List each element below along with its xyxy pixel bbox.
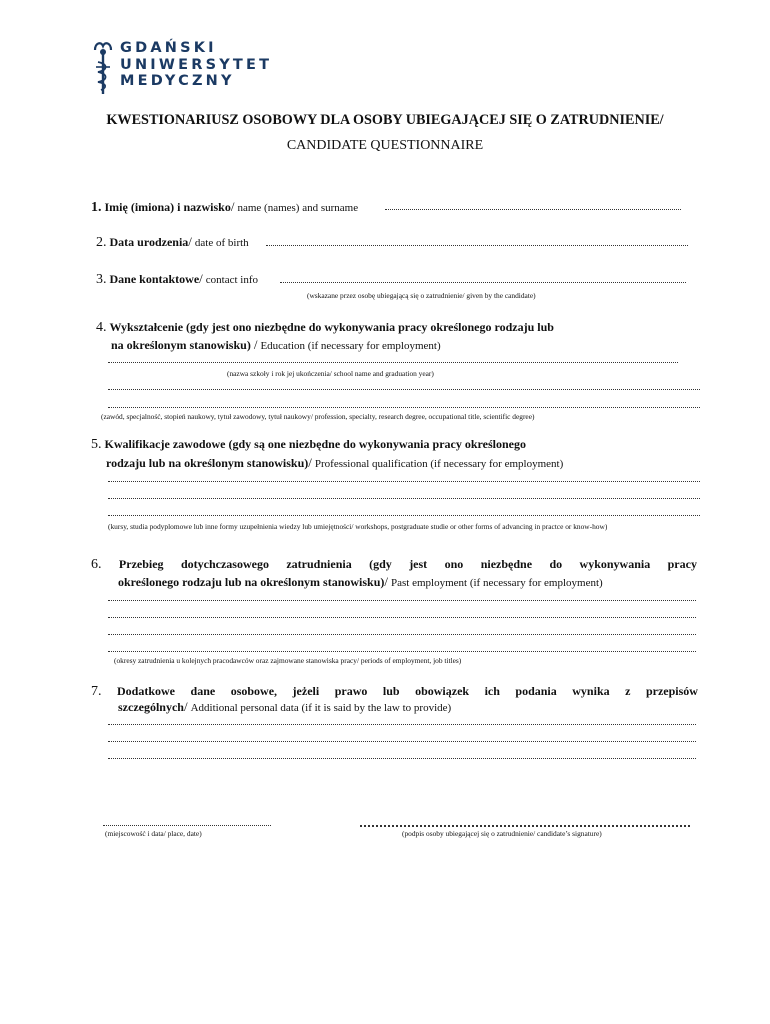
- q5-qualification-field-2[interactable]: [108, 498, 700, 499]
- document-subtitle: CANDIDATE QUESTIONNAIRE: [286, 138, 484, 153]
- logo-line-3: MEDYCZNY: [120, 73, 235, 89]
- q7-additional-field-2[interactable]: [108, 741, 696, 742]
- q1-name-field[interactable]: [385, 209, 681, 210]
- q4-note-school: (nazwa szkoły i rok jej ukończenia/ school name and graduation year): [227, 369, 434, 378]
- q6-employment-field-1[interactable]: [108, 600, 696, 601]
- q7-additional-field-1[interactable]: [108, 724, 696, 725]
- logo-line-1: GDAŃSKI: [120, 40, 217, 56]
- q5-qualification-field-1[interactable]: [108, 481, 700, 482]
- logo-wordmark: [120, 40, 272, 90]
- q3-note: (wskazane przez osobę ubiegającą się o zatrudnienie/ given by the candidate): [307, 291, 536, 300]
- q4-education-field-1[interactable]: [108, 389, 700, 390]
- q5-label-line1: 5. Kwalifikacje zawodowe (gdy są one niezbędne do wykonywania pracy określonego: [91, 437, 526, 452]
- q1-label: 1. Imię (imiona) i nazwisko/ name (names) and surname: [91, 199, 359, 215]
- q2-label: 2. Data urodzenia/ date of birth: [96, 234, 249, 250]
- q4-label-line1: 4. Wykształcenie (gdy jest ono niezbędne do wykonywania pracy określonego rodzaju lub: [96, 320, 554, 335]
- place-date-note: (miejscowość i data/ place, date): [105, 829, 202, 838]
- signature-note: (podpis osoby ubiegającej się o zatrudnienie/ candidate’s signature): [402, 829, 602, 838]
- q6-employment-field-2[interactable]: [108, 617, 696, 618]
- q6-label-line2: określonego rodzaju lub na określonym stanowisku)/ Past employment (if necessary for employment): [118, 574, 603, 589]
- q5-qualification-field-3[interactable]: [108, 515, 700, 516]
- university-logo: [92, 40, 272, 96]
- q4-school-field[interactable]: [108, 362, 678, 363]
- q7-label-line2: szczególnych/ Additional personal data (if it is said by the law to provide): [118, 699, 452, 714]
- q7-additional-field-3[interactable]: [108, 758, 696, 759]
- q3-contact-field[interactable]: [280, 282, 686, 283]
- caduceus-logo-icon: [92, 40, 114, 96]
- place-date-field[interactable]: [103, 825, 271, 826]
- document-title: KWESTIONARIUSZ OSOBOWY DLA OSOBY UBIEGAJĄCEJ SIĘ O ZATRUDNIENIE/: [106, 112, 664, 128]
- q2-birthdate-field[interactable]: [266, 245, 688, 246]
- q5-note: (kursy, studia podyplomowe lub inne formy uzupełnienia wiedzy lub umiejętności/ workshops, postgraduate studie or other forms of advancing in practce or know-how): [108, 522, 608, 531]
- q6-employment-field-4[interactable]: [108, 651, 696, 652]
- q7-label-line1: 7. Dodatkowe dane osobowe, jeżeli prawo lub obowiązek ich podania wynika z przepisów: [91, 684, 698, 699]
- q6-note: (okresy zatrudnienia u kolejnych pracodawców oraz zajmowane stanowiska pracy/ periods of employment, job titles): [114, 656, 462, 665]
- q4-education-field-2[interactable]: [108, 407, 700, 408]
- signature-field[interactable]: [360, 825, 690, 827]
- logo-line-2: UNIWERSYTET: [120, 56, 273, 73]
- q4-label-line2: na określonym stanowisku) / Education (if necessary for employment): [111, 337, 441, 352]
- q3-label: 3. Dane kontaktowe/ contact info: [96, 271, 259, 287]
- q6-employment-field-3[interactable]: [108, 634, 696, 635]
- q4-note-degree: (zawód, specjalność, stopień naukowy, tytuł zawodowy, tytuł naukowy/ profession, specialty, research degree, occupational title, scientific degree): [101, 412, 535, 421]
- q5-label-line2: rodzaju lub na określonym stanowisku)/ Professional qualification (if necessary for employment): [106, 455, 564, 470]
- q6-label-line1: 6. Przebieg dotychczasowego zatrudnienia (gdy jest ono niezbędne do wykonywania pracy: [91, 557, 697, 572]
